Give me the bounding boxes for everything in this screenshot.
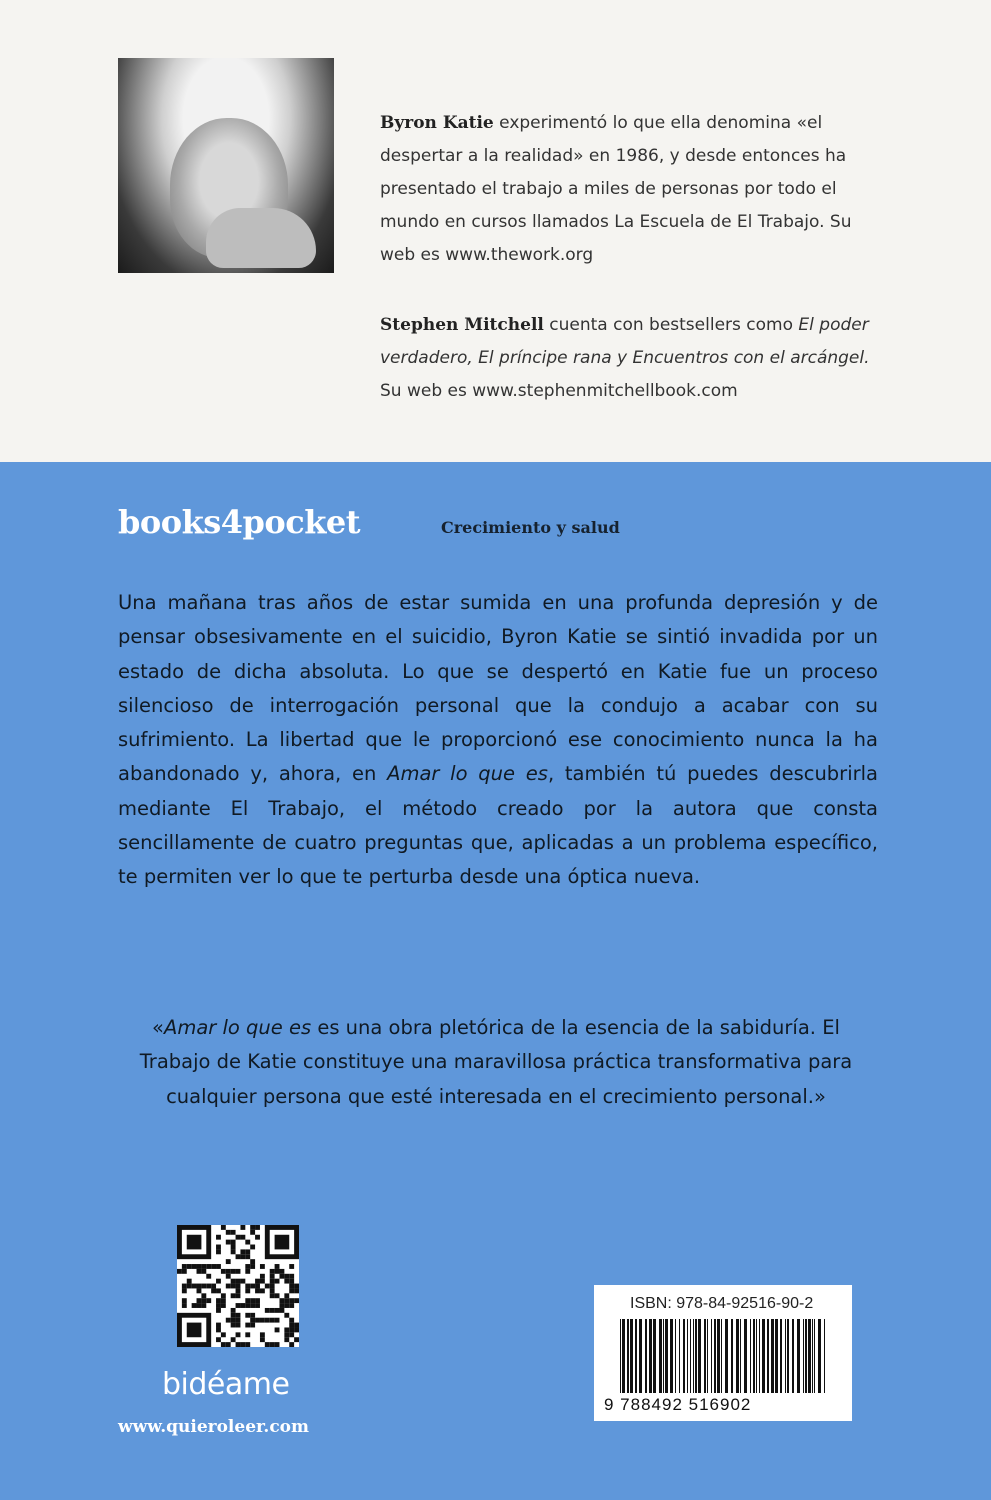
bio-mitchell-text: cuenta con bestsellers como <box>549 315 793 335</box>
bio-mitchell-titles: El poder verdadero, El príncipe rana y Encuentros con el arcángel. <box>380 315 870 368</box>
quote-text: es una obra pletórica de la esencia de la sabiduría. El Trabajo de Katie constituye una maravillosa práctica transformativa para cualquier persona que esté interesada en el crecimiento personal.» <box>139 1016 853 1108</box>
synopsis-part-1: Una mañana tras años de estar sumida en una profunda depresión y de pensar obsesivamente en el suicidio, Byron Katie se sintió invadida por un estado de dicha absoluta. Lo que se despertó en Katie fue un proceso silencioso de interrogación personal que la condujo a acabar con su sufrimiento. La libertad que le proporcionó ese conocimiento nunca la ha abandonado y, ahora, en <box>118 591 878 786</box>
bio-katie-name: Byron Katie <box>380 113 494 133</box>
synopsis <box>118 586 878 895</box>
synopsis-book-title: Amar lo que es <box>387 762 548 786</box>
author-photo <box>118 58 334 273</box>
publisher-website[interactable]: www.quieroleer.com <box>118 1417 310 1437</box>
author-hand <box>206 208 316 268</box>
publisher-logo: bidéame <box>162 1367 290 1402</box>
quote-open: « <box>152 1016 164 1039</box>
quote-book-title: Amar lo que es <box>163 1016 312 1039</box>
bio-mitchell-name: Stephen Mitchell <box>380 315 544 335</box>
qr-code[interactable] <box>177 1225 299 1347</box>
synopsis-part-2: , también tú puedes descubrirla mediante El Trabajo, el método creado por la autora que consta sencillamente de cuatro preguntas que, aplicadas a un problema específico, te permiten ver lo que te perturba desde una óptica nueva. <box>118 762 879 889</box>
review-quote <box>135 1011 857 1114</box>
barcode-bars <box>620 1319 830 1393</box>
collection-brand: books4pocket <box>118 503 361 541</box>
isbn-label: ISBN: 978-84-92516-90-2 <box>630 1295 814 1312</box>
collection-series: Crecimiento y salud <box>441 518 620 537</box>
bio-mitchell-web: Su web es www.stephenmitchellbook.com <box>380 381 738 401</box>
bio-mitchell <box>380 309 880 408</box>
barcode-digits: 9 788492 516902 <box>604 1395 752 1414</box>
bio-katie <box>380 107 880 272</box>
bio-katie-text: experimentó lo que ella denomina «el despertar a la realidad» en 1986, y desde entonces ha presentado el trabajo a miles de personas por todo el mundo en cursos llamados La Escuela de El Trabajo. Su web es www.thework.org <box>380 113 852 265</box>
barcode-panel <box>594 1285 852 1421</box>
author-section <box>0 0 991 462</box>
qr-code-graphic <box>177 1225 299 1347</box>
